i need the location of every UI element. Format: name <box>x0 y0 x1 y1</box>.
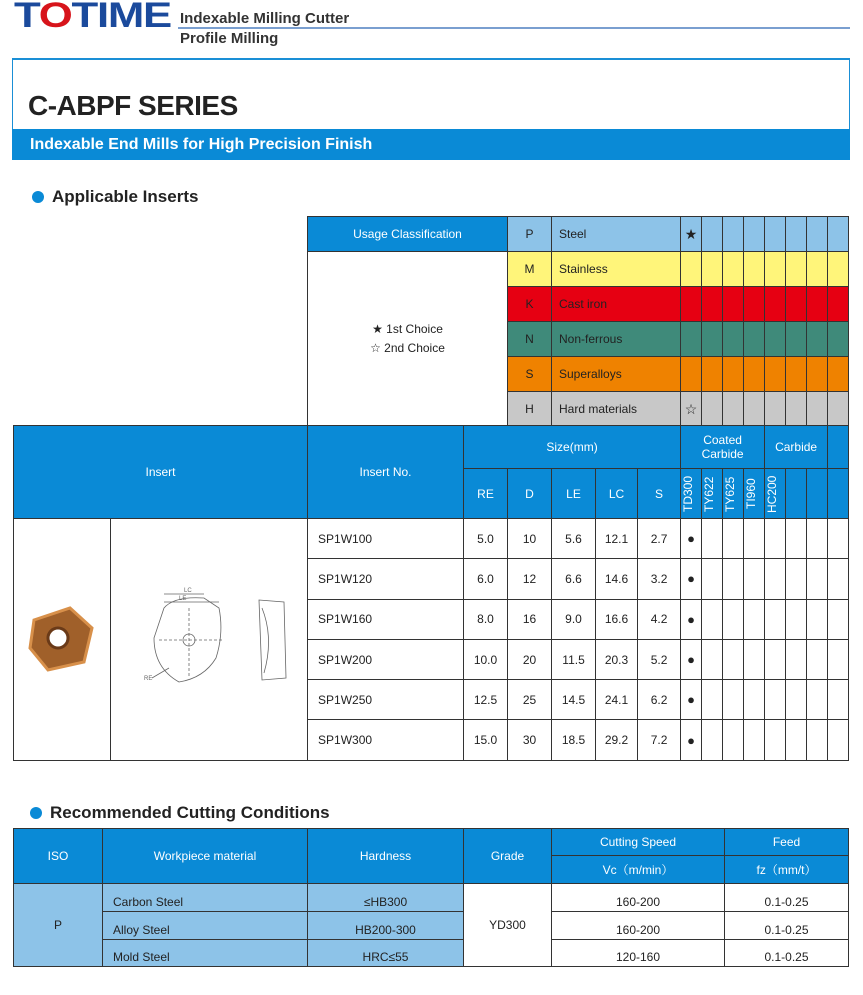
grade-cell <box>702 720 723 760</box>
material-name: Hard materials <box>552 392 681 427</box>
size-d: 30 <box>508 720 552 760</box>
grade-cell <box>786 287 807 322</box>
size-s: 2.7 <box>638 519 681 559</box>
header-fz: fz（mm/t） <box>725 856 849 884</box>
size-re: 5.0 <box>464 519 508 559</box>
grade-cell <box>828 519 849 559</box>
size-lc: 24.1 <box>596 680 638 720</box>
header-grade: Grade <box>464 829 552 884</box>
usage-classification-header: Usage Classification <box>308 217 508 252</box>
size-le: 6.6 <box>552 559 596 599</box>
grade-cell <box>828 217 849 252</box>
grade-cell <box>723 599 744 639</box>
insert-number: SP1W100 <box>308 519 464 559</box>
grade-cell <box>765 357 786 392</box>
insert-photo <box>14 519 111 761</box>
size-s: 6.2 <box>638 680 681 720</box>
grade-cell <box>765 599 786 639</box>
header-category: Indexable Milling Cutter <box>180 10 350 27</box>
grade-cell <box>786 639 807 679</box>
grade-cell: YD300 <box>464 884 552 967</box>
grade-cell <box>828 357 849 392</box>
iso-code: M <box>508 252 552 287</box>
header-insert-no: Insert No. <box>308 426 464 519</box>
cutting-table <box>13 828 849 967</box>
grade-label: TD300 <box>681 475 696 512</box>
grade-cell <box>723 720 744 760</box>
grade-cell <box>786 720 807 760</box>
size-d: 10 <box>508 519 552 559</box>
grade-cell <box>702 559 723 599</box>
choice-mark <box>681 322 702 357</box>
grade-cell <box>807 357 828 392</box>
grade-cell <box>702 599 723 639</box>
grade-cell <box>786 392 807 427</box>
grade-cell <box>702 639 723 679</box>
grade-cell <box>723 519 744 559</box>
material-name: Stainless <box>552 252 681 287</box>
grade-cell <box>828 392 849 427</box>
size-lc: 14.6 <box>596 559 638 599</box>
grade-cell <box>786 357 807 392</box>
grade-label: HC200 <box>765 474 780 513</box>
size-col-s: S <box>638 469 681 519</box>
header-workpiece: Workpiece material <box>103 829 308 884</box>
size-le: 14.5 <box>552 680 596 720</box>
usage-row <box>308 217 849 252</box>
second-choice-legend: ☆ 2nd Choice <box>370 341 445 355</box>
cutting-speed: 120-160 <box>552 939 725 967</box>
size-lc: 29.2 <box>596 720 638 760</box>
grade-col <box>702 469 723 519</box>
header-subcategory: Profile Milling <box>180 30 279 47</box>
header-divider <box>178 27 850 29</box>
grade-cell <box>828 287 849 322</box>
section-applicable-inserts <box>32 187 198 207</box>
grade-cell <box>807 559 828 599</box>
size-re: 10.0 <box>464 639 508 679</box>
grade-cell <box>744 639 765 679</box>
iso-code: K <box>508 287 552 322</box>
grade-cell <box>765 392 786 427</box>
grade-cell <box>786 559 807 599</box>
header-cutting-speed: Cutting Speed <box>552 829 725 856</box>
cutting-speed: 160-200 <box>552 884 725 912</box>
grade-cell <box>702 392 723 427</box>
grade-cell <box>723 559 744 599</box>
grade-col <box>807 469 828 519</box>
grade-cell <box>807 720 828 760</box>
recommended-mark: ● <box>681 599 702 639</box>
recommended-mark: ● <box>681 559 702 599</box>
material-name: Steel <box>552 217 681 252</box>
grade-cell <box>723 322 744 357</box>
grade-cell <box>807 392 828 427</box>
choice-mark: ★ <box>681 217 702 252</box>
cutting-speed: 160-200 <box>552 912 725 940</box>
grade-cell <box>702 252 723 287</box>
size-lc: 16.6 <box>596 599 638 639</box>
insert-row <box>14 519 849 559</box>
size-le: 9.0 <box>552 599 596 639</box>
grade-cell <box>765 559 786 599</box>
insert-table <box>13 425 849 761</box>
cutting-row <box>14 939 849 967</box>
grade-col <box>786 469 807 519</box>
size-d: 16 <box>508 599 552 639</box>
header-iso: ISO <box>14 829 103 884</box>
size-col-lc: LC <box>596 469 638 519</box>
recommended-mark: ● <box>681 519 702 559</box>
header-coated-carbide: Coated Carbide <box>681 426 765 469</box>
hardness: ≤HB300 <box>308 884 464 912</box>
grade-cell <box>828 680 849 720</box>
grade-cell <box>723 287 744 322</box>
grade-cell <box>702 519 723 559</box>
header-size: Size(mm) <box>464 426 681 469</box>
feed: 0.1-0.25 <box>725 884 849 912</box>
svg-text:RE: RE <box>144 675 153 682</box>
material-name: Non-ferrous <box>552 322 681 357</box>
section-title: Recommended Cutting Conditions <box>50 803 330 822</box>
iso-cell: P <box>14 884 103 967</box>
grade-cell <box>807 599 828 639</box>
size-le: 5.6 <box>552 519 596 559</box>
size-d: 25 <box>508 680 552 720</box>
size-lc: 20.3 <box>596 639 638 679</box>
grade-label: TY625 <box>723 475 738 512</box>
iso-code: P <box>508 217 552 252</box>
section-title: Applicable Inserts <box>52 187 199 206</box>
hardness: HB200-300 <box>308 912 464 940</box>
header-carbide: Carbide <box>765 426 828 469</box>
grade-cell <box>828 639 849 679</box>
choice-legend <box>308 252 508 427</box>
grade-cell <box>723 639 744 679</box>
grade-cell <box>744 357 765 392</box>
recommended-mark: ● <box>681 639 702 679</box>
insert-drawing <box>111 519 308 761</box>
size-s: 7.2 <box>638 720 681 760</box>
iso-code: N <box>508 322 552 357</box>
grade-cell <box>723 252 744 287</box>
feed: 0.1-0.25 <box>725 939 849 967</box>
grade-cell <box>765 217 786 252</box>
svg-text:LE: LE <box>179 595 187 602</box>
page-subtitle: Indexable End Mills for High Precision Finish <box>12 129 850 160</box>
choice-mark <box>681 357 702 392</box>
grade-cell <box>828 720 849 760</box>
grade-cell <box>807 287 828 322</box>
grade-cell <box>786 680 807 720</box>
grade-cell <box>786 252 807 287</box>
size-col-le: LE <box>552 469 596 519</box>
grade-cell <box>807 680 828 720</box>
size-re: 15.0 <box>464 720 508 760</box>
grade-cell <box>744 559 765 599</box>
grade-cell <box>807 217 828 252</box>
page-title: C-ABPF SERIES <box>28 90 238 121</box>
cutting-row <box>14 912 849 940</box>
iso-code: S <box>508 357 552 392</box>
grade-cell <box>723 217 744 252</box>
size-s: 4.2 <box>638 599 681 639</box>
size-lc: 12.1 <box>596 519 638 559</box>
grade-cell <box>702 217 723 252</box>
recommended-mark: ● <box>681 720 702 760</box>
iso-code: H <box>508 392 552 427</box>
header-vc: Vc（m/min） <box>552 856 725 884</box>
grade-cell <box>744 392 765 427</box>
size-s: 3.2 <box>638 559 681 599</box>
grade-cell <box>744 599 765 639</box>
grade-cell <box>765 519 786 559</box>
grade-cell <box>765 287 786 322</box>
grade-cell <box>828 559 849 599</box>
size-d: 12 <box>508 559 552 599</box>
grade-cell <box>807 322 828 357</box>
insert-technical-drawing <box>124 578 294 698</box>
size-d: 20 <box>508 639 552 679</box>
hardness: HRC≤55 <box>308 939 464 967</box>
choice-mark <box>681 287 702 322</box>
grade-cell <box>744 252 765 287</box>
header-feed: Feed <box>725 829 849 856</box>
choice-mark: ☆ <box>681 392 702 427</box>
grade-cell <box>828 599 849 639</box>
grade-cell <box>744 720 765 760</box>
workpiece-material: Alloy Steel <box>103 912 308 940</box>
header-blank <box>828 426 849 469</box>
usage-row <box>308 252 849 287</box>
section-cutting-conditions <box>30 803 330 823</box>
grade-cell <box>765 639 786 679</box>
grade-cell <box>786 322 807 357</box>
workpiece-material: Carbon Steel <box>103 884 308 912</box>
grade-cell <box>702 680 723 720</box>
grade-cell <box>702 357 723 392</box>
size-col-re: RE <box>464 469 508 519</box>
recommended-mark: ● <box>681 680 702 720</box>
bullet-icon <box>30 807 42 819</box>
usage-table <box>307 216 849 427</box>
grade-cell <box>765 252 786 287</box>
grade-cell <box>765 680 786 720</box>
insert-number: SP1W120 <box>308 559 464 599</box>
grade-cell <box>744 322 765 357</box>
size-le: 18.5 <box>552 720 596 760</box>
grade-col <box>723 469 744 519</box>
grade-cell <box>744 680 765 720</box>
grade-cell <box>744 287 765 322</box>
size-re: 12.5 <box>464 680 508 720</box>
grade-cell <box>786 217 807 252</box>
grade-cell <box>702 322 723 357</box>
grade-col <box>681 469 702 519</box>
insert-number: SP1W250 <box>308 680 464 720</box>
grade-col <box>744 469 765 519</box>
insert-number: SP1W160 <box>308 599 464 639</box>
workpiece-material: Mold Steel <box>103 939 308 967</box>
grade-cell <box>786 599 807 639</box>
grade-col <box>828 469 849 519</box>
first-choice-legend: ★ 1st Choice <box>372 322 443 336</box>
size-col-d: D <box>508 469 552 519</box>
grade-cell <box>807 252 828 287</box>
grade-cell <box>744 217 765 252</box>
grade-label: TY622 <box>702 475 717 512</box>
grade-cell <box>723 680 744 720</box>
header-hardness: Hardness <box>308 829 464 884</box>
header-insert: Insert <box>14 426 308 519</box>
grade-cell <box>807 519 828 559</box>
choice-mark <box>681 252 702 287</box>
grade-cell <box>744 519 765 559</box>
material-name: Cast iron <box>552 287 681 322</box>
size-le: 11.5 <box>552 639 596 679</box>
insert-number: SP1W200 <box>308 639 464 679</box>
feed: 0.1-0.25 <box>725 912 849 940</box>
insert-photo-image <box>22 598 102 678</box>
grade-cell <box>765 322 786 357</box>
grade-label: TI960 <box>744 478 759 509</box>
grade-cell <box>807 639 828 679</box>
totime-logo: TOTIME <box>14 0 171 35</box>
material-name: Superalloys <box>552 357 681 392</box>
size-re: 6.0 <box>464 559 508 599</box>
grade-cell <box>723 357 744 392</box>
grade-cell <box>828 322 849 357</box>
svg-text:LC: LC <box>184 587 192 594</box>
size-s: 5.2 <box>638 639 681 679</box>
grade-cell <box>765 720 786 760</box>
grade-cell <box>828 252 849 287</box>
bullet-icon <box>32 191 44 203</box>
grade-col <box>765 469 786 519</box>
grade-cell <box>786 519 807 559</box>
grade-cell <box>723 392 744 427</box>
size-re: 8.0 <box>464 599 508 639</box>
cutting-row <box>14 884 849 912</box>
grade-cell <box>702 287 723 322</box>
insert-number: SP1W300 <box>308 720 464 760</box>
